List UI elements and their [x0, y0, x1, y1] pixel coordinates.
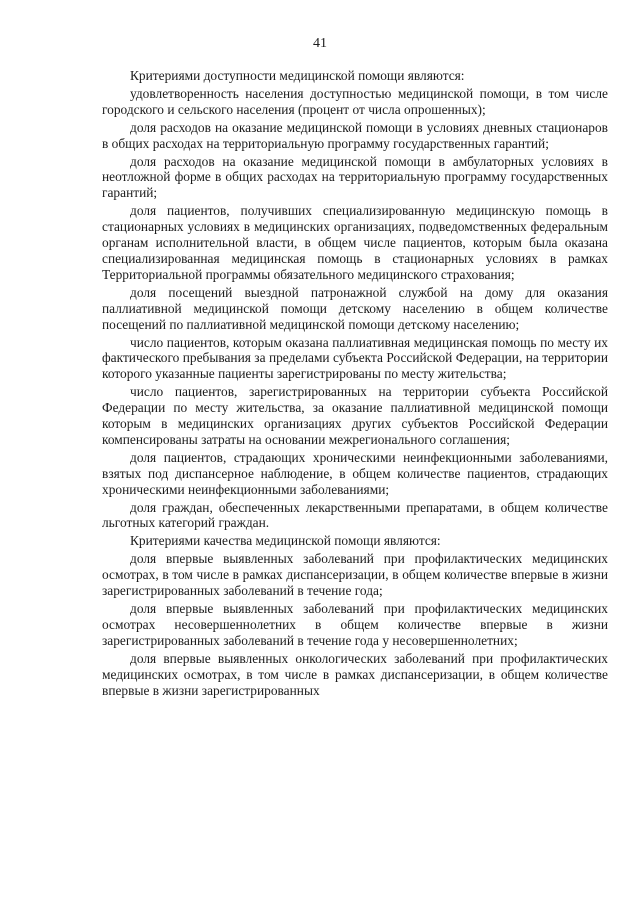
- paragraph-quality-heading: Критериями качества медицинской помощи являются:: [130, 533, 441, 549]
- paragraph: доля граждан, обеспеченных лекарственными препаратами, в общем количестве льготных категорий граждан.: [102, 499, 608, 531]
- paragraph: доля пациентов, получивших специализированную медицинскую помощь в стационарных условиях в медицинских организациях, подведомственных федеральным органам исполнительной власти, в общем числе пациентов, которым была оказана специализированная медицинская помощь в стационарных условиях в рамках Территориальной программы обязательного медицинского страхования;: [102, 203, 608, 282]
- page-number: 41: [313, 36, 327, 51]
- paragraph: доля расходов на оказание медицинской помощи в условиях дневных стационаров в общих расходах на территориальную программу государственных гарантий;: [102, 119, 608, 151]
- paragraph: доля впервые выявленных онкологических заболеваний при профилактических медицинских осмотрах, в том числе в рамках диспансеризации, в общем количестве впервые в жизни зарегистрированных: [102, 650, 608, 698]
- paragraph: число пациентов, которым оказана паллиативная медицинская помощь по месту их фактического пребывания за пределами субъекта Российской Федерации, на территории которого указанные пациенты зарегистрированы по месту жительства;: [102, 334, 608, 382]
- paragraph: доля впервые выявленных заболеваний при профилактических медицинских осмотрах, в том числе в рамках диспансеризации, в общем количестве впервые в жизни зарегистрированных заболеваний в течение года;: [102, 551, 608, 599]
- paragraph: число пациентов, зарегистрированных на территории субъекта Российской Федерации по месту жительства, за оказание паллиативной медицинской помощи которым в медицинских организациях других субъектов Российской Федерации компенсированы затраты на основании межрегионального соглашения;: [102, 384, 608, 447]
- document-body: [102, 68, 608, 700]
- paragraph: доля расходов на оказание медицинской помощи в амбулаторных условиях в неотложной форме в общих расходах на территориальную программу государственных гарантий;: [102, 153, 608, 201]
- paragraph: доля посещений выездной патронажной службой на дому для оказания паллиативной медицинской помощи детскому населению в общем количестве посещений по паллиативной медицинской помощи детскому населению;: [102, 284, 608, 332]
- paragraph: доля впервые выявленных заболеваний при профилактических медицинских осмотрах несовершеннолетних в общем количестве впервые в жизни зарегистрированных заболеваний в течение года у несовершеннолетних;: [102, 601, 608, 648]
- paragraph: доля пациентов, страдающих хроническими неинфекционными заболеваниями, взятых под диспансерное наблюдение, в общем количестве пациентов, страдающих хроническими неинфекционными заболеваниями;: [102, 449, 608, 497]
- paragraph: удовлетворенность населения доступностью медицинской помощи, в том числе городского и сельского населения (процент от числа опрошенных);: [102, 85, 608, 117]
- paragraph-accessibility-heading: Критериями доступности медицинской помощи являются:: [130, 68, 465, 83]
